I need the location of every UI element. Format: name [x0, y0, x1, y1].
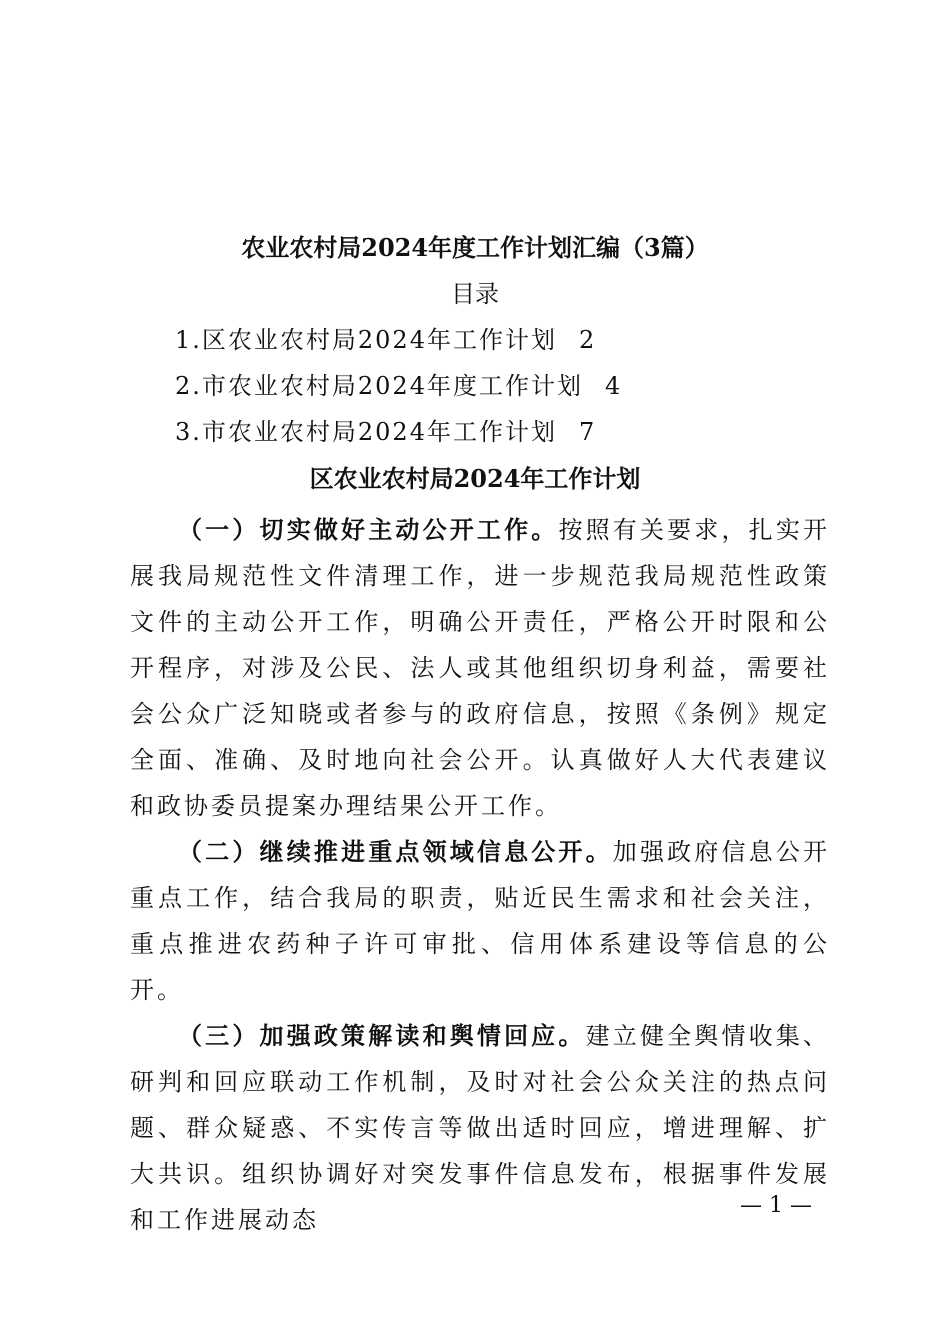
paragraph-text: 建立健全舆情收集、研判和回应联动工作机制，及时对社会公众关注的热点问题、群众疑惑、不实传言等做出适时回应，增进理解、扩大共识。组织协调好对突发事件信息发布，根据事件发展和工作进展动态 [130, 1022, 831, 1234]
body-text [130, 507, 830, 1243]
toc-item[interactable] [175, 323, 594, 357]
toc-item-label: 2.市农业农村局2024年度工作计划 [175, 372, 583, 400]
toc-item-page: 4 [604, 372, 621, 400]
paragraph-lead: （二）继续推进重点领域信息公开。 [178, 837, 613, 866]
toc-item-label: 1.区农业农村局2024年工作计划 [175, 326, 557, 354]
paragraph-lead: （三）加强政策解读和舆情回应。 [178, 1021, 586, 1050]
toc-item-label: 3.市农业农村局2024年工作计划 [175, 418, 557, 446]
paragraph [130, 1013, 830, 1243]
toc-item-page: 7 [578, 418, 595, 446]
toc-item[interactable] [175, 369, 620, 403]
paragraph-text: 按照有关要求，扎实开展我局规范性文件清理工作，进一步规范我局规范性政策文件的主动公开工作，明确公开责任，严格公开时限和公开程序，对涉及公民、法人或其他组织切身利益，需要社会公众广泛知晓或者参与的政府信息，按照《条例》规定全面、准确、及时地向社会公开。认真做好人大代表建议和政协委员提案办理结果公开工作。 [130, 516, 831, 820]
page-number: — 1 — [740, 1193, 812, 1218]
document-title: 农业农村局2024年度工作计划汇编（3篇） [241, 233, 709, 262]
toc-heading: 目录 [451, 280, 499, 308]
paragraph [130, 507, 830, 829]
toc-item[interactable] [175, 415, 594, 449]
paragraph-lead: （一）切实做好主动公开工作。 [178, 515, 559, 544]
paragraph-text: 加强政府信息公开重点工作，结合我局的职责，贴近民生需求和社会关注，重点推进农药种子许可审批、信用体系建设等信息的公开。 [130, 838, 830, 1004]
section-title: 区农业农村局2024年工作计划 [309, 464, 641, 493]
toc-item-page: 2 [578, 326, 595, 354]
paragraph [130, 829, 830, 1013]
